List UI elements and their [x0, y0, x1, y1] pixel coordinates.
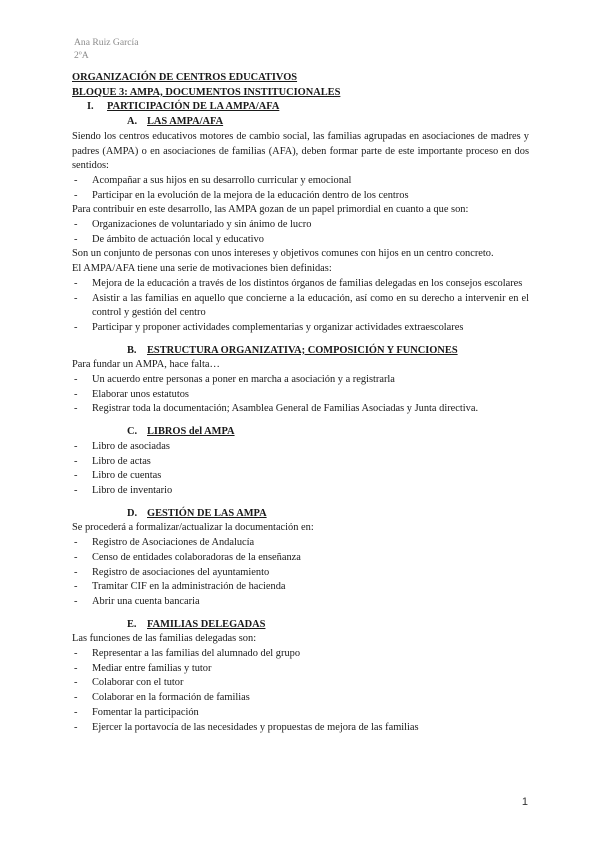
author-name: Ana Ruiz García — [74, 37, 139, 48]
bullet-list — [72, 277, 529, 336]
list-item: - Participar y proponer actividades complementarias y organizar actividades extraescolares — [72, 321, 529, 336]
section-b-heading — [72, 344, 529, 359]
list-item: - Mediar entre familias y tutor — [72, 662, 529, 677]
list-item: - Registro de asociaciones del ayuntamiento — [72, 566, 529, 581]
bullet-list — [72, 536, 529, 610]
section-title: ESTRUCTURA ORGANIZATIVA; COMPOSICIÓN Y FUNCIONES — [147, 344, 458, 356]
part-title: PARTICIPACIÓN DE LA AMPA/AFA — [107, 101, 280, 113]
list-item: - Mejora de la educación a través de los distintos órganos de familias delegadas en los consejos escolares — [72, 277, 529, 292]
section-letter: E. — [127, 618, 137, 630]
bullet-list — [72, 440, 529, 499]
section-letter: A. — [127, 116, 138, 128]
document-title: ORGANIZACIÓN DE CENTROS EDUCATIVOS — [72, 72, 298, 83]
section-a-heading — [72, 115, 529, 130]
list-item: - Abrir una cuenta bancaria — [72, 595, 529, 610]
list-item: - Asistir a las familias en aquello que concierne a la educación, así como en su derecho a intervenir en el control y gestión del centro — [72, 292, 529, 321]
part-heading — [72, 100, 529, 115]
list-item: - Participar en la evolución de la mejora de la educación dentro de los centros — [72, 189, 529, 204]
list-item: - De ámbito de actuación local y educativo — [72, 233, 529, 248]
bullet-list — [72, 174, 529, 203]
list-item: - Libro de asociadas — [72, 440, 529, 455]
list-item: - Elaborar unos estatutos — [72, 388, 529, 403]
list-item: - Registro de Asociaciones de Andalucía — [72, 536, 529, 551]
list-item: - Fomentar la participación — [72, 706, 529, 721]
list-item: - Colaborar con el tutor — [72, 676, 529, 691]
list-item: - Colaborar en la formación de familias — [72, 691, 529, 706]
page-number: 1 — [521, 796, 528, 808]
paragraph: Se procederá a formalizar/actualizar la documentación en: — [72, 522, 314, 534]
paragraph: Las funciones de las familias delegadas son: — [72, 633, 257, 645]
part-number: I. — [87, 101, 94, 113]
bullet-list — [72, 373, 529, 417]
paragraph: Siendo los centros educativos motores de cambio social, las familias agrupadas en asociaciones de madres y padres (AMPA) o en asociaciones de familias (AFA), deben formar parte de este importante proceso en dos sentidos: — [72, 130, 529, 172]
section-letter: C. — [127, 426, 138, 438]
list-item: - Representar a las familias del alumnado del grupo — [72, 647, 529, 662]
section-letter: D. — [127, 507, 138, 519]
paragraph: Para contribuir en este desarrollo, las AMPA gozan de un papel primordial en cuanto a que son: — [72, 204, 469, 216]
section-title: LAS AMPA/AFA — [147, 116, 224, 128]
list-item: - Registrar toda la documentación; Asamblea General de Familias Asociadas y Junta directiva. — [72, 402, 529, 417]
section-d-heading — [72, 507, 529, 522]
section-title: LIBROS del AMPA — [147, 426, 235, 438]
bullet-list — [72, 647, 529, 735]
bullet-list — [72, 218, 529, 247]
section-e-heading — [72, 618, 529, 633]
block-title: BLOQUE 3: AMPA, DOCUMENTOS INSTITUCIONALES — [72, 86, 341, 98]
list-item: - Tramitar CIF en la administración de hacienda — [72, 580, 529, 595]
paragraph: El AMPA/AFA tiene una serie de motivaciones bien definidas: — [72, 263, 332, 275]
list-item: - Libro de inventario — [72, 484, 529, 499]
section-title: GESTIÓN DE LAS AMPA — [147, 507, 267, 519]
paragraph: Para fundar un AMPA, hace falta… — [72, 359, 220, 371]
course-label: 2ºA — [74, 50, 89, 61]
list-item: - Censo de entidades colaboradoras de la enseñanza — [72, 551, 529, 566]
list-item: - Ejercer la portavocía de las necesidades y propuestas de mejora de las familias — [72, 721, 529, 736]
section-letter: B. — [127, 344, 137, 356]
page-header — [74, 36, 138, 62]
list-item: - Libro de cuentas — [72, 469, 529, 484]
list-item: - Libro de actas — [72, 455, 529, 470]
list-item: - Organizaciones de voluntariado y sin ánimo de lucro — [72, 218, 529, 233]
list-item: - Un acuerdo entre personas a poner en marcha a asociación y a registrarla — [72, 373, 529, 388]
section-title: FAMILIAS DELEGADAS — [147, 618, 266, 630]
paragraph: Son un conjunto de personas con unos intereses y objetivos comunes con hijos en un centro concreto. — [72, 248, 494, 260]
section-c-heading — [72, 425, 529, 440]
document-body — [72, 71, 529, 735]
list-item: - Acompañar a sus hijos en su desarrollo curricular y emocional — [72, 174, 529, 189]
